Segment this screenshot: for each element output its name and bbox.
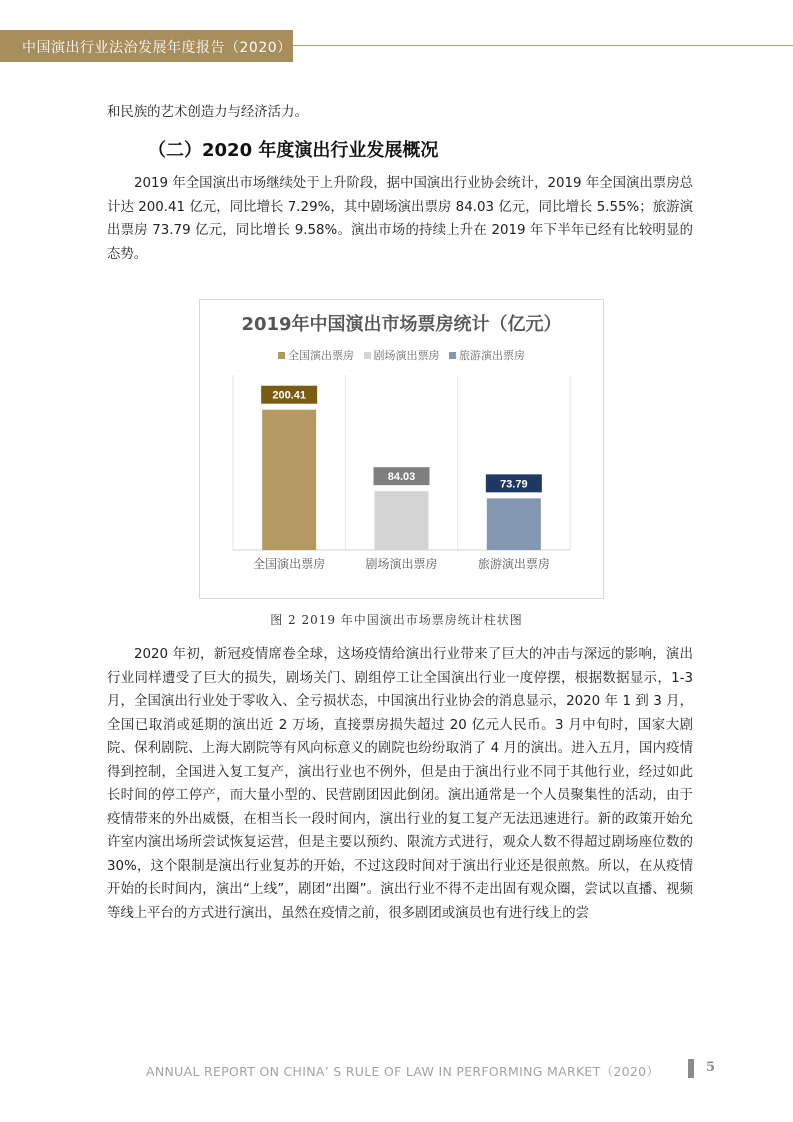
data-label-0: 200.41 <box>272 389 306 402</box>
data-label-1: 84.03 <box>387 471 416 484</box>
page-number: 5 <box>706 1060 716 1075</box>
bar-2 <box>487 498 541 550</box>
section-heading: （二）2020 年度演出行业发展概况 <box>148 140 439 161</box>
paragraph-covid-impact: 2020 年初，新冠疫情席卷全球，这场疫情给演出行业带来了巨大的冲击与深远的影响，演出行业同样遭受了巨大的损失，剧场关门、剧组停工让全国演出行业一度停摆，根据数据显示，1-3 月，全国演出行业处于零收入、全亏损状态，中国演出行业协会的消息显示，2020 年 1 到 3 月，全国已取消或延期的演出近 2 万场，直接票房损失超过 20 亿元人民币。3 月中旬时，国家大剧院、保利剧院、上海大剧院等有风向标意义的剧院也纷纷取消了 4 月的演出。进入五月，国内疫情得到控制，全国进入复工复产，演出行业也不例外，但是由于演出行业不同于其他行业，经过如此长时间的停工停产，而大量小型的、民营剧团因此倒闭。演出通常是一个人员聚集性的活动，由于疫情带来的外出威慑，在相当长一段时间内，演出行业的复工复产无法迅速进行。新的政策开始允许室内演出场所尝试恢复运营，但是主要以预约、限流方式进行，观众人数不得超过剧场座位数的 30%，这个限制是演出行业复苏的开始，不过这段时间对于演出行业还是很煎熬。所以，在从疫情开始的长时间内，演出“上线”，剧团“出圈”。演出行业不得不走出固有观众圈，尝试以直播、视频等线上平台的方式进行演出，虽然在疫情之前，很多剧团或演员也有进行线上的尝 <box>107 647 693 921</box>
chart-plot-area <box>200 300 603 598</box>
figure-caption: 图 2 2019 年中国演出市场票房统计柱状图 <box>270 613 523 627</box>
data-label-2: 73.79 <box>500 478 528 491</box>
footer-bar <box>688 1059 694 1078</box>
category-label-1: 剧场演出票房 <box>365 557 438 571</box>
bar-0 <box>262 410 316 550</box>
bar-1 <box>375 491 429 550</box>
legend-label-theater: 剧场演出票房 <box>373 349 440 362</box>
header-rule <box>293 45 793 46</box>
category-label-0: 全国演出票房 <box>253 557 326 571</box>
legend-label-national: 全国演出票房 <box>288 349 354 362</box>
box-office-chart <box>199 299 604 599</box>
legend-label-tourism: 旅游演出票房 <box>459 349 525 362</box>
report-header-title: 中国演出行业法治发展年度报告（2020） <box>22 40 292 56</box>
footer-running-title: ANNUAL REPORT ON CHINA’ S RULE OF LAW IN PERFORMING MARKET（2020） <box>146 1064 660 1079</box>
paragraph-market-overview: 2019 年全国演出市场继续处于上升阶段，据中国演出行业协会统计，2019 年全国演出票房总计达 200.41 亿元，同比增长 7.29%，其中剧场演出票房 84.03 亿元，同比增长 5.55%；旅游演出票房 73.79 亿元，同比增长 9.58%。演出市场的持续上升在 2019 年下半年已经有比较明显的态势。 <box>107 176 693 262</box>
chart-title: 2019年中国演出市场票房统计（亿元） <box>241 314 562 335</box>
category-label-2: 旅游演出票房 <box>477 557 550 571</box>
intro-line: 和民族的艺术创造力与经济活力。 <box>107 105 308 120</box>
